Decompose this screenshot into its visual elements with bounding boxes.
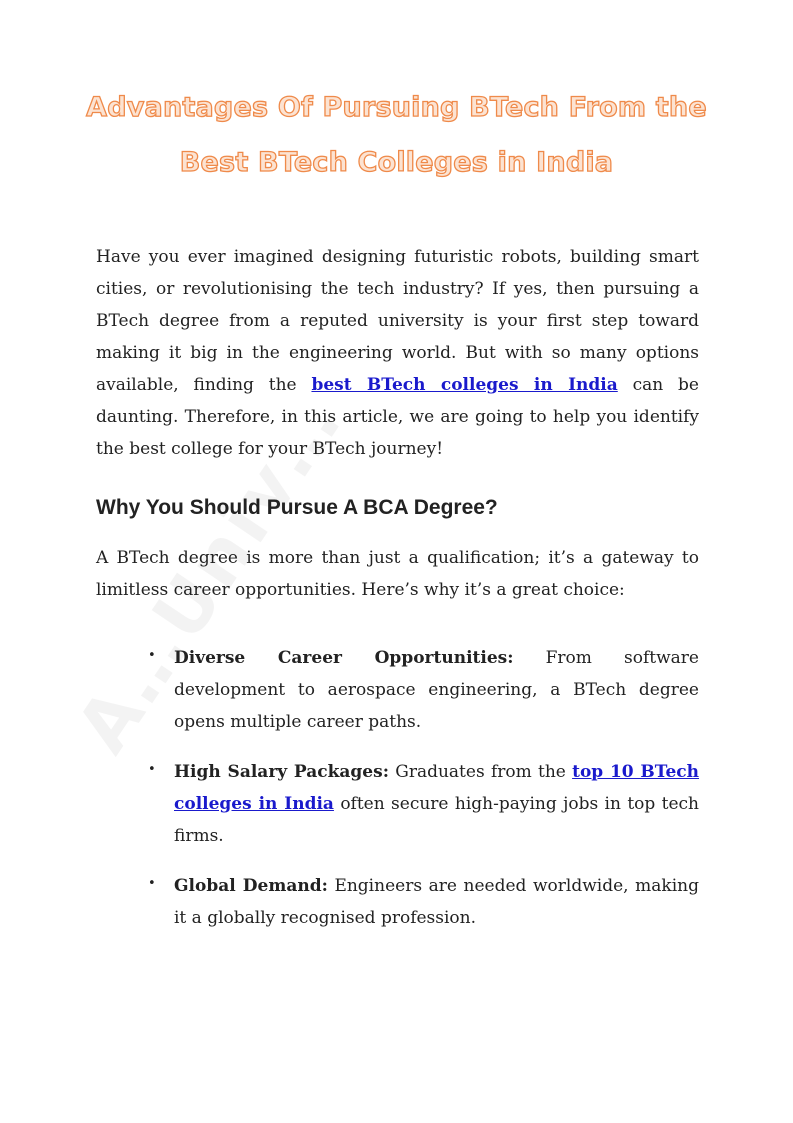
intro-paragraph — [96, 241, 699, 465]
intro-text-before-link: Have you ever imagined designing futuristic robots, building smart cities, or revolutionising the tech industry? If yes, then pursuing a BTech degree from a reputed university is your first step toward making it big in the engineering world. But with so many options available, finding the — [96, 247, 699, 395]
list-item-label: Global Demand: — [174, 876, 328, 896]
page-title: Advantages Of Pursuing BTech From the Best BTech Colleges in India — [86, 92, 707, 178]
intro-text-after-link: can be daunting. Therefore, in this article, we are going to help you identify the best college for your BTech journey! — [96, 375, 699, 459]
section-paragraph: A BTech degree is more than just a qualification; it’s a gateway to limitless career opportunities. Here’s why it’s a great choice: — [96, 548, 699, 600]
list-item-label: High Salary Packages: — [174, 762, 389, 782]
list-item-text: From software development to aerospace engineering, a BTech degree opens multiple career paths. — [174, 648, 699, 732]
bullet-icon: • — [148, 876, 156, 891]
list-item-label: Diverse Career Opportunities: — [174, 648, 514, 668]
best-btech-colleges-link[interactable]: best BTech colleges in India — [311, 375, 618, 395]
bullet-icon: • — [148, 762, 156, 777]
list-item — [174, 642, 699, 738]
bullet-icon: • — [148, 648, 156, 663]
top-10-btech-colleges-link[interactable]: top 10 BTech colleges in India — [174, 762, 700, 814]
list-item-text: Graduates from the — [388, 762, 573, 782]
list-item — [174, 870, 699, 934]
list-item — [174, 756, 699, 852]
section-heading: Why You Should Pursue A BCA Degree? — [96, 496, 498, 519]
list-item-text: Engineers are needed worldwide, making it a globally recognised profession. — [174, 876, 699, 928]
list-item-text: often secure high-paying jobs in top tech firms. — [174, 794, 699, 846]
